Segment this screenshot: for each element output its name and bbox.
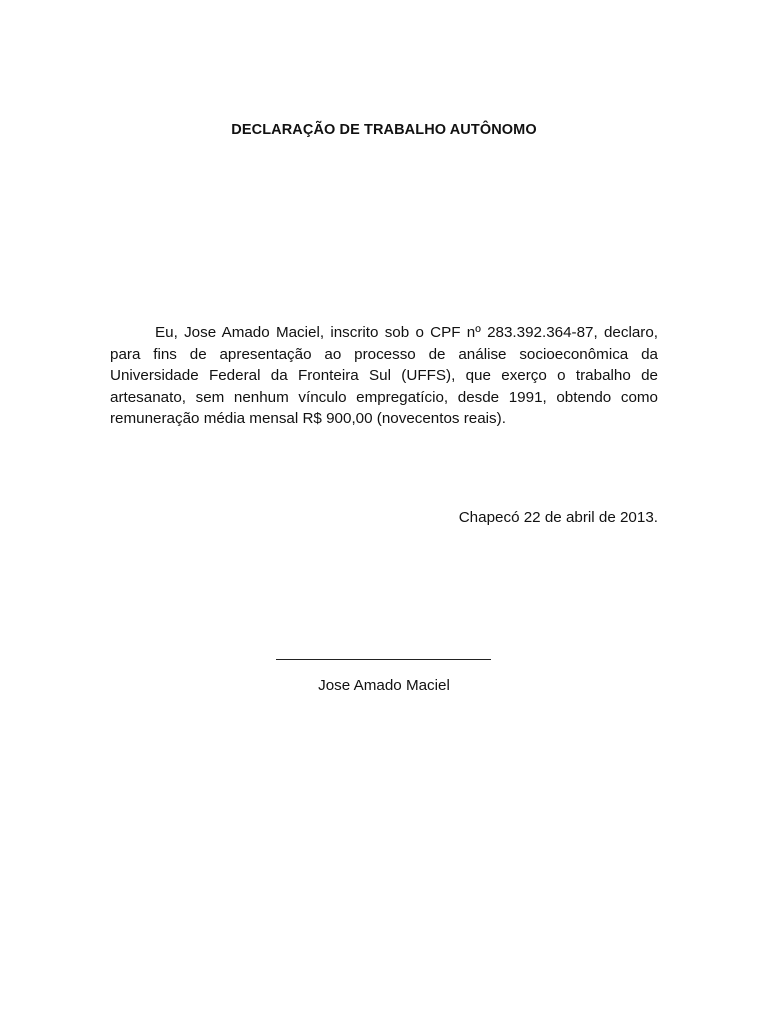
declaration-body: Eu, Jose Amado Maciel, inscrito sob o CPF nº 283.392.364-87, declaro, para fins de apresentação ao processo de análise socioeconômica da Universidade Federal da Fronteira Sul (UFFS), que exerço o trabalho de artesanato, sem nenhum vínculo empregatício, desde 1991, obtendo como remuneração média mensal R$ 900,00 (novecentos reais).: [110, 324, 658, 428]
signature-line: [276, 659, 491, 660]
place-date: Chapecó 22 de abril de 2013.: [458, 509, 658, 526]
signer-name: Jose Amado Maciel: [318, 677, 450, 694]
document-title: DECLARAÇÃO DE TRABALHO AUTÔNOMO: [231, 122, 537, 138]
